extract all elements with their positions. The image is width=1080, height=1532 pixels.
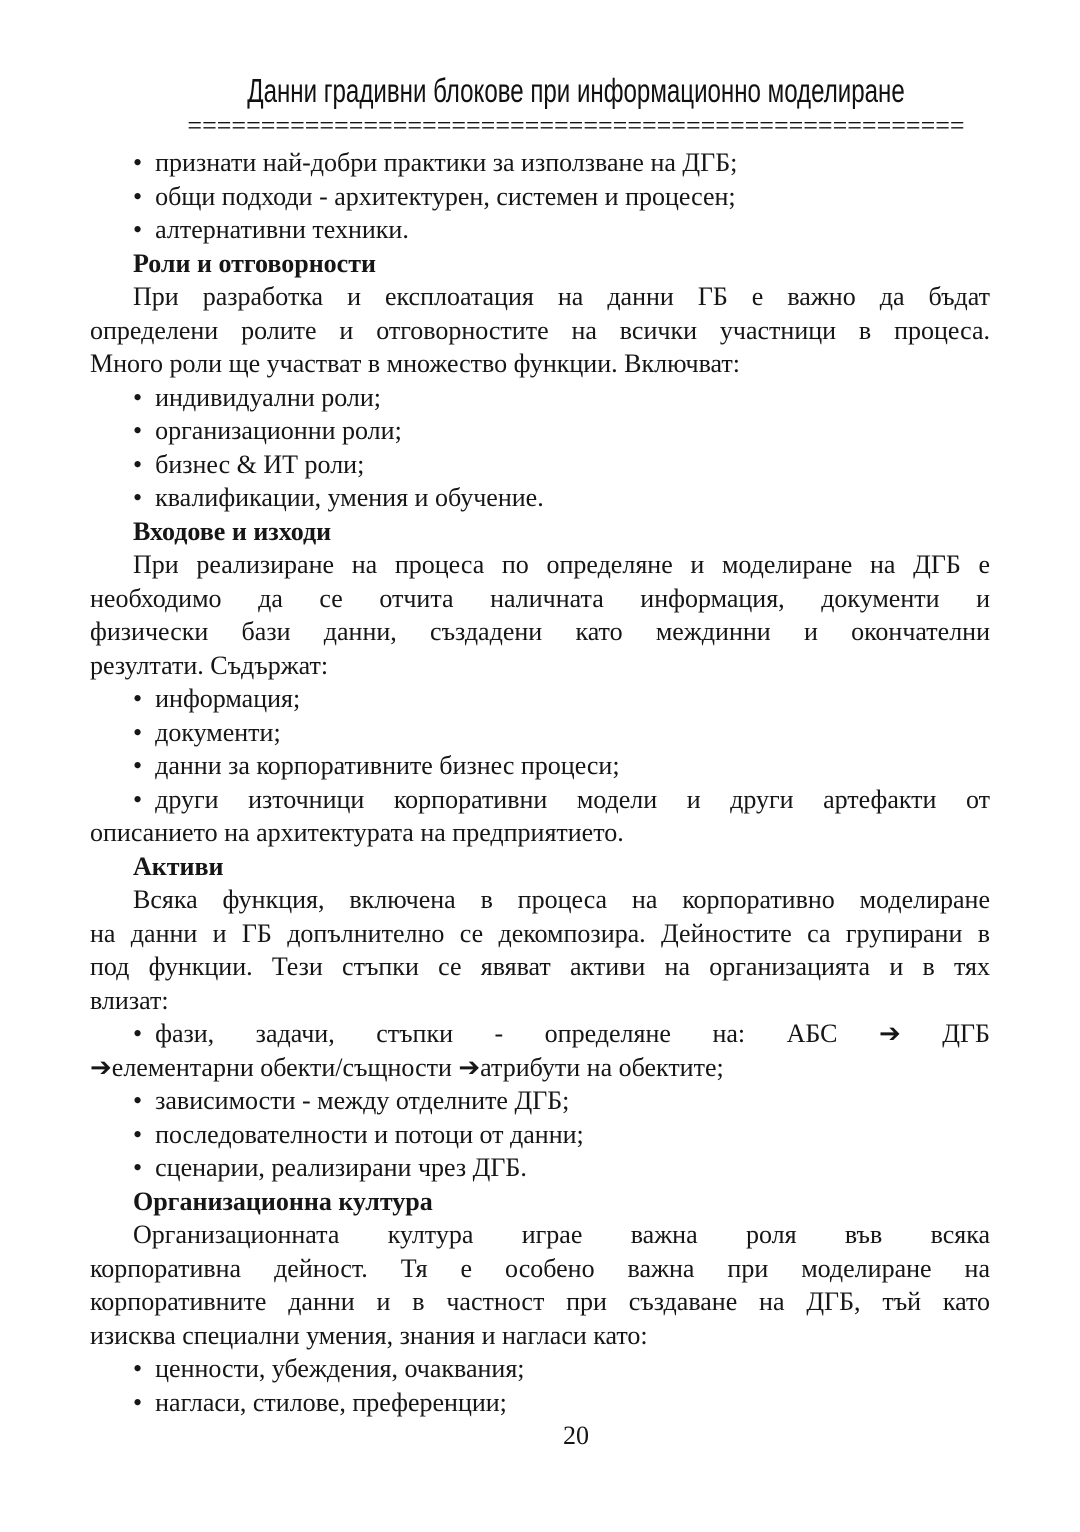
- paragraph: [90, 1218, 990, 1352]
- text-line: определени ролите и отговорностите на всички участници в процеса.: [90, 315, 990, 345]
- bullet-icon: •: [133, 449, 143, 479]
- bullet-icon: •: [133, 1019, 143, 1048]
- bullet-icon: •: [133, 751, 143, 780]
- text-line: [90, 146, 990, 180]
- list-item-text: признати най-добри практики за използване на ДГБ;: [155, 148, 738, 177]
- section-heading: [90, 247, 990, 281]
- text-line: необходимо да се отчита наличната информация, документи и: [90, 583, 990, 613]
- list-item-text: общи подходи - архитектурен, системен и процесен;: [155, 181, 736, 211]
- list-item: [90, 682, 990, 716]
- list-item: [90, 481, 990, 515]
- list-item-text: фази, задачи, стъпки - определяне на: АБС ➔ ДГБ: [155, 1019, 990, 1048]
- text-line: Роли и отговорности: [133, 248, 376, 278]
- list-item-text: последователности и потоци от данни;: [155, 1119, 584, 1149]
- list-item: [90, 381, 990, 415]
- list-item: [90, 414, 990, 448]
- text-line: Организационната култура играе важна роля във всяка: [133, 1220, 990, 1249]
- bullet-icon: •: [133, 717, 143, 747]
- document-body: [90, 146, 990, 1419]
- text-line: описанието на архитектурата на предприятието.: [90, 818, 624, 847]
- list-item-text: ценности, убеждения, очаквания;: [155, 1354, 525, 1383]
- list-item: [90, 1017, 990, 1084]
- text-line: Всяка функция, включена в процеса на корпоративно моделиране: [133, 885, 990, 914]
- list-item-text: сценарии, реализирани чрез ДГБ.: [155, 1153, 527, 1182]
- text-line: При разработка и експлоатация на данни ГБ е важно да бъдат: [133, 282, 990, 311]
- list-item-text: организационни роли;: [155, 416, 402, 445]
- paragraph: [90, 280, 990, 381]
- section-heading: [90, 1185, 990, 1219]
- bullet-icon: •: [133, 483, 143, 512]
- text-line: на данни и ГБ допълнително се декомпозира. Дейностите са групирани в: [90, 918, 990, 948]
- bullet-icon: •: [133, 1387, 143, 1417]
- text-line: под функции. Тези стъпки се явяват активи на организацията и в тях: [90, 952, 990, 981]
- text-line: влизат:: [90, 985, 169, 1015]
- page-number: 20: [563, 1421, 589, 1450]
- list-item: [90, 749, 990, 783]
- list-item: [90, 1118, 990, 1152]
- bullet-icon: •: [133, 181, 143, 211]
- text-line: [90, 749, 990, 783]
- text-line: Входове и изходи: [133, 516, 332, 546]
- text-line: изисква специални умения, знания и нагласи като:: [90, 1320, 648, 1350]
- section-heading: [90, 850, 990, 884]
- text-line: ➔елементарни обекти/същности ➔атрибути на обектите;: [90, 1052, 724, 1082]
- text-line: [90, 414, 990, 448]
- text-line: [90, 1084, 990, 1118]
- text-line: При реализиране на процеса по определяне и моделиране на ДГБ е: [133, 550, 990, 579]
- list-item: [90, 146, 990, 180]
- text-line: [90, 1017, 990, 1051]
- text-line: Активи: [133, 851, 224, 881]
- bullet-icon: •: [133, 1086, 143, 1115]
- list-item: [90, 1352, 990, 1386]
- text-line: Много роли ще участват в множество функции. Включват:: [90, 349, 740, 378]
- text-line: [90, 1118, 990, 1152]
- list-item-text: данни за корпоративните бизнес процеси;: [155, 751, 620, 780]
- text-line: [90, 682, 990, 716]
- list-item-text: други източници корпоративни модели и други артефакти от: [155, 784, 990, 814]
- text-line: корпоративните данни и в частност при създаване на ДГБ, тъй като: [90, 1287, 990, 1316]
- list-item: [90, 783, 990, 850]
- paragraph: [90, 548, 990, 682]
- bullet-icon: •: [133, 416, 143, 445]
- text-line: [90, 783, 990, 817]
- text-line: резултати. Съдържат:: [90, 650, 329, 680]
- bullet-icon: •: [133, 1119, 143, 1149]
- bullet-icon: •: [133, 1354, 143, 1383]
- page-title: Данни градивни блокове при информационно моделиране: [247, 72, 905, 109]
- bullet-icon: •: [133, 1153, 143, 1182]
- list-item-text: бизнес & ИТ роли;: [155, 449, 365, 479]
- section-heading: [90, 515, 990, 549]
- text-line: [90, 213, 990, 247]
- text-line: физически бази данни, създадени като междинни и окончателни: [90, 617, 990, 646]
- header-divider: =====================================================: [187, 111, 965, 140]
- list-item-text: документи;: [155, 717, 281, 747]
- list-item-text: зависимости - между отделните ДГБ;: [155, 1086, 570, 1115]
- text-line: [90, 448, 990, 482]
- page-header: [72, 0, 1080, 140]
- list-item: [90, 213, 990, 247]
- list-item: [90, 180, 990, 214]
- text-line: [90, 716, 990, 750]
- paragraph: [90, 883, 990, 1017]
- list-item: [90, 448, 990, 482]
- bullet-icon: •: [133, 215, 143, 244]
- bullet-icon: •: [133, 784, 143, 814]
- bullet-icon: •: [133, 382, 143, 412]
- list-item: [90, 1151, 990, 1185]
- bullet-icon: •: [133, 684, 143, 713]
- list-item: [90, 1386, 990, 1420]
- list-item-text: индивидуални роли;: [155, 382, 381, 412]
- list-item-text: квалификации, умения и обучение.: [155, 483, 544, 512]
- list-item: [90, 1084, 990, 1118]
- list-item-text: информация;: [155, 684, 301, 713]
- list-item: [90, 716, 990, 750]
- text-line: [90, 1386, 990, 1420]
- text-line: [90, 1352, 990, 1386]
- bullet-icon: •: [133, 148, 143, 177]
- text-line: [90, 481, 990, 515]
- text-line: [90, 180, 990, 214]
- list-item-text: алтернативни техники.: [155, 215, 409, 244]
- list-item-text: нагласи, стилове, преференции;: [155, 1387, 507, 1417]
- text-line: [90, 1151, 990, 1185]
- text-line: корпоративна дейност. Тя е особено важна при моделиране на: [90, 1253, 990, 1283]
- text-line: Организационна култура: [133, 1186, 433, 1216]
- text-line: [90, 381, 990, 415]
